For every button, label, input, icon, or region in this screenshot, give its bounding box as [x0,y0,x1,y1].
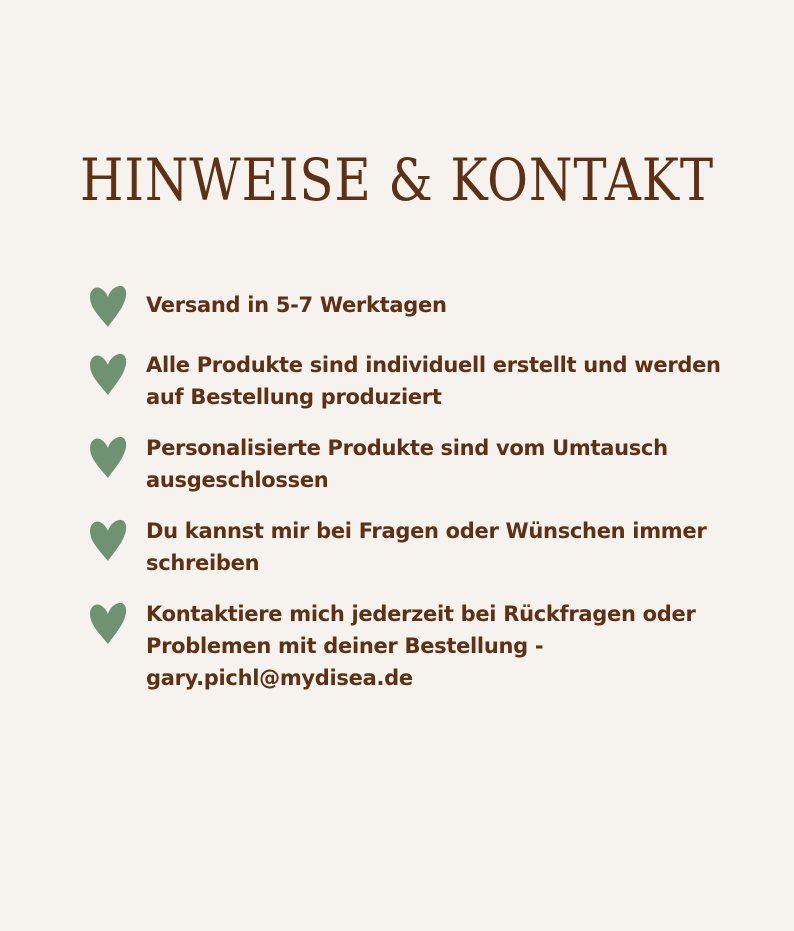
page-title: HINWEISE & KONTAKT [80,146,714,214]
list-item-label: Versand in 5-7 Werktagen [146,293,447,317]
heart-icon [88,518,128,562]
heart-icon [88,284,128,328]
list-item-label: Personalisierte Produkte sind vom Umtausch ausgeschlossen [146,436,668,492]
heart-icon [88,601,128,645]
list-item-label: Du kannst mir bei Fragen oder Wünschen immer schreiben [146,519,707,575]
heart-icon [88,435,128,479]
list-item-label: Kontaktiere mich jederzeit bei Rückfragen oder Problemen mit deiner Bestellung - gary.pichl@mydisea.de [146,602,696,690]
heart-icon [88,352,128,396]
list-item-label: Alle Produkte sind individuell erstellt und werden auf Bestellung produziert [146,353,721,409]
